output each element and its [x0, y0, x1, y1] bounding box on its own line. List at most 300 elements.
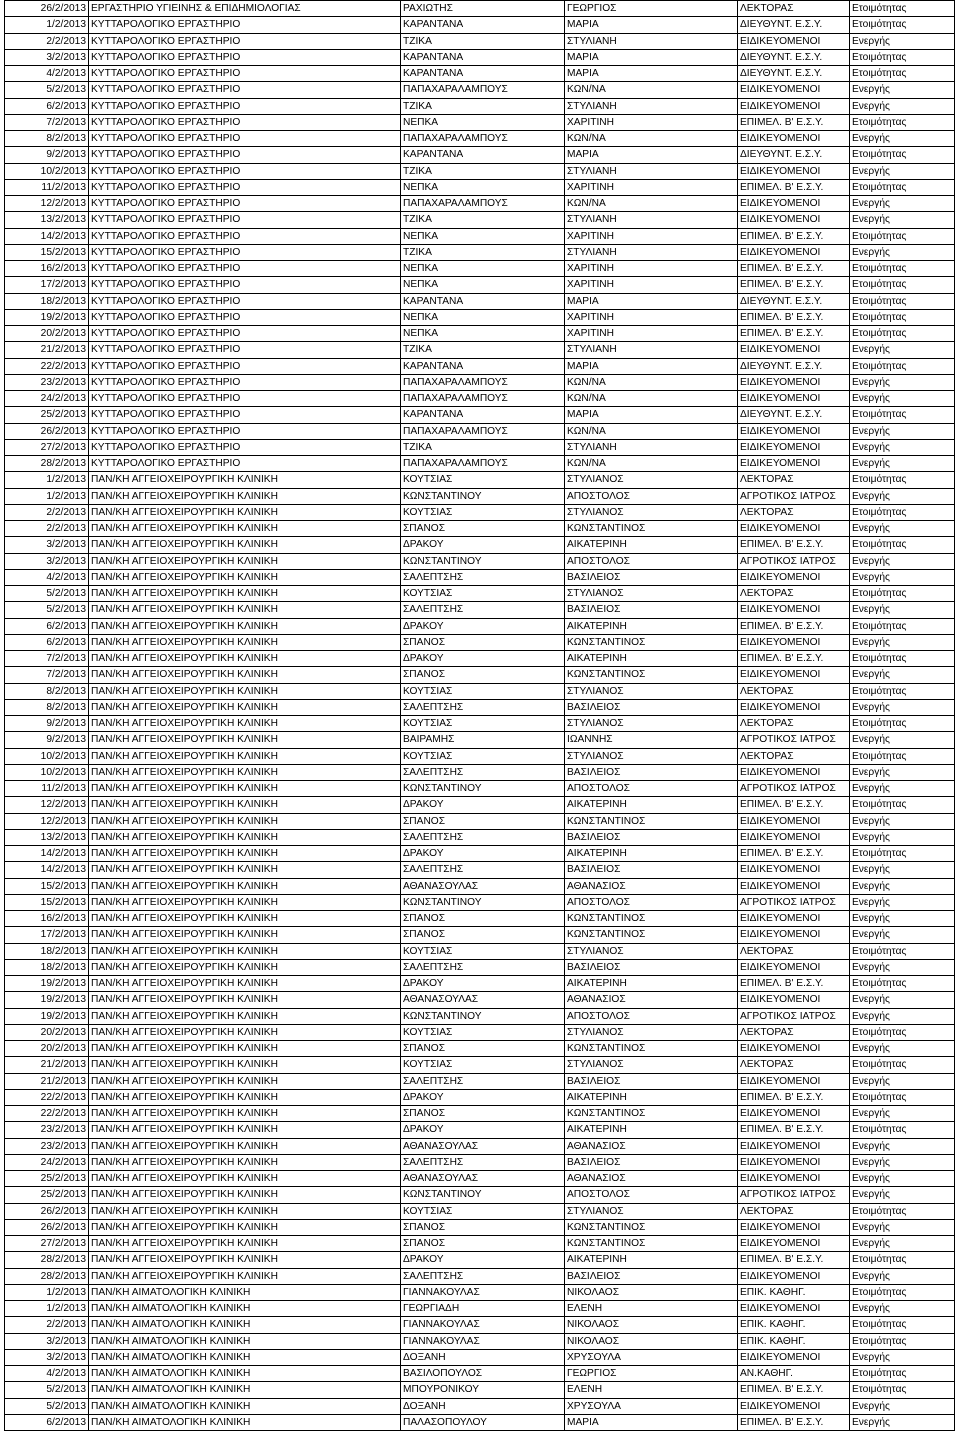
status-cell: Ενεργής [850, 456, 955, 472]
table-row [5, 781, 955, 797]
role-cell: ΕΙΔΙΚΕΥΟΜΕΝΟΙ [738, 163, 850, 179]
surname-cell: ΚΟΥΤΣΙΑΣ [401, 683, 565, 699]
department-cell: ΠΑΝ/ΚΗ ΑΓΓΕΙΟΧΕΙΡΟΥΡΓΙΚΗ ΚΛΙΝΙΚΗ [89, 537, 401, 553]
role-cell: ΕΙΔΙΚΕΥΟΜΕΝΟΙ [738, 1219, 850, 1235]
department-cell: ΠΑΝ/ΚΗ ΑΓΓΕΙΟΧΕΙΡΟΥΡΓΙΚΗ ΚΛΙΝΙΚΗ [89, 1106, 401, 1122]
table-row [5, 634, 955, 650]
first-name-cell: ΧΑΡΙΤΙΝΗ [565, 277, 738, 293]
first-name-cell: ΕΛΕΝΗ [565, 1301, 738, 1317]
table-row [5, 131, 955, 147]
date-cell: 22/2/2013 [5, 1089, 89, 1105]
department-cell: ΠΑΝ/ΚΗ ΑΙΜΑΤΟΛΟΓΙΚΗ ΚΛΙΝΙΚΗ [89, 1382, 401, 1398]
surname-cell: ΚΑΡΑΝΤΑΝΑ [401, 358, 565, 374]
date-cell: 25/2/2013 [5, 1171, 89, 1187]
surname-cell: ΤΖΙΚΑ [401, 439, 565, 455]
role-cell: ΕΠΙΜΕΛ. Β' Ε.Σ.Υ. [738, 1089, 850, 1105]
surname-cell: ΚΟΥΤΣΙΑΣ [401, 1057, 565, 1073]
role-cell: ΑΝ.ΚΑΘΗΓ. [738, 1366, 850, 1382]
surname-cell: ΑΘΑΝΑΣΟΥΛΑΣ [401, 1171, 565, 1187]
status-cell: Ενεργής [850, 732, 955, 748]
surname-cell: ΣΑΛΕΠΤΣΗΣ [401, 602, 565, 618]
role-cell: ΕΙΔΙΚΕΥΟΜΕΝΟΙ [738, 212, 850, 228]
date-cell: 8/2/2013 [5, 131, 89, 147]
status-cell: Ενεργής [850, 1301, 955, 1317]
first-name-cell: ΑΙΚΑΤΕΡΙΝΗ [565, 846, 738, 862]
date-cell: 18/2/2013 [5, 959, 89, 975]
first-name-cell: ΒΑΣΙΛΕΙΟΣ [565, 699, 738, 715]
date-cell: 25/2/2013 [5, 1187, 89, 1203]
table-row [5, 894, 955, 910]
status-cell: Ενεργής [850, 634, 955, 650]
table-row [5, 1284, 955, 1300]
table-row [5, 33, 955, 49]
role-cell: ΕΠΙΜΕΛ. Β' Ε.Σ.Υ. [738, 537, 850, 553]
date-cell: 6/2/2013 [5, 98, 89, 114]
role-cell: ΕΙΔΙΚΕΥΟΜΕΝΟΙ [738, 992, 850, 1008]
department-cell: ΚΥΤΤΑΡΟΛΟΓΙΚΟ ΕΡΓΑΣΤΗΡΙΟ [89, 17, 401, 33]
first-name-cell: ΒΑΣΙΛΕΙΟΣ [565, 829, 738, 845]
status-cell: Ετοιμότητας [850, 228, 955, 244]
role-cell: ΕΙΔΙΚΕΥΟΜΕΝΟΙ [738, 602, 850, 618]
surname-cell: ΣΑΛΕΠΤΣΗΣ [401, 862, 565, 878]
status-cell: Ενεργής [850, 131, 955, 147]
table-row [5, 1398, 955, 1414]
first-name-cell: ΜΑΡΙΑ [565, 49, 738, 65]
table-row [5, 1301, 955, 1317]
status-cell: Ενεργής [850, 1219, 955, 1235]
role-cell: ΔΙΕΥΘΥΝΤ. Ε.Σ.Υ. [738, 49, 850, 65]
status-cell: Ετοιμότητας [850, 147, 955, 163]
department-cell: ΠΑΝ/ΚΗ ΑΙΜΑΤΟΛΟΓΙΚΗ ΚΛΙΝΙΚΗ [89, 1366, 401, 1382]
date-cell: 20/2/2013 [5, 326, 89, 342]
first-name-cell: ΚΩΝ/ΝΑ [565, 196, 738, 212]
table-row [5, 1138, 955, 1154]
department-cell: ΠΑΝ/ΚΗ ΑΓΓΕΙΟΧΕΙΡΟΥΡΓΙΚΗ ΚΛΙΝΙΚΗ [89, 716, 401, 732]
department-cell: ΚΥΤΤΑΡΟΛΟΓΙΚΟ ΕΡΓΑΣΤΗΡΙΟ [89, 261, 401, 277]
date-cell: 9/2/2013 [5, 147, 89, 163]
department-cell: ΚΥΤΤΑΡΟΛΟΓΙΚΟ ΕΡΓΑΣΤΗΡΙΟ [89, 326, 401, 342]
role-cell: ΕΙΔΙΚΕΥΟΜΕΝΟΙ [738, 1236, 850, 1252]
first-name-cell: ΒΑΣΙΛΕΙΟΣ [565, 1154, 738, 1170]
date-cell: 16/2/2013 [5, 911, 89, 927]
date-cell: 18/2/2013 [5, 293, 89, 309]
first-name-cell: ΑΙΚΑΤΕΡΙΝΗ [565, 618, 738, 634]
department-cell: ΠΑΝ/ΚΗ ΑΓΓΕΙΟΧΕΙΡΟΥΡΓΙΚΗ ΚΛΙΝΙΚΗ [89, 488, 401, 504]
duty-roster-table [4, 0, 955, 1431]
role-cell: ΛΕΚΤΟΡΑΣ [738, 1203, 850, 1219]
table-row [5, 439, 955, 455]
first-name-cell: ΚΩΝΣΤΑΝΤΙΝΟΣ [565, 634, 738, 650]
table-row [5, 244, 955, 260]
date-cell: 20/2/2013 [5, 1041, 89, 1057]
role-cell: ΕΙΔΙΚΕΥΟΜΕΝΟΙ [738, 1138, 850, 1154]
table-row [5, 342, 955, 358]
table-row [5, 1349, 955, 1365]
surname-cell: ΣΠΑΝΟΣ [401, 813, 565, 829]
surname-cell: ΚΩΝΣΤΑΝΤΙΝΟΥ [401, 553, 565, 569]
role-cell: ΔΙΕΥΘΥΝΤ. Ε.Σ.Υ. [738, 147, 850, 163]
department-cell: ΠΑΝ/ΚΗ ΑΓΓΕΙΟΧΕΙΡΟΥΡΓΙΚΗ ΚΛΙΝΙΚΗ [89, 748, 401, 764]
role-cell: ΛΕΚΤΟΡΑΣ [738, 716, 850, 732]
role-cell: ΕΠΙΜΕΛ. Β' Ε.Σ.Υ. [738, 228, 850, 244]
role-cell: ΕΙΔΙΚΕΥΟΜΕΝΟΙ [738, 667, 850, 683]
department-cell: ΠΑΝ/ΚΗ ΑΓΓΕΙΟΧΕΙΡΟΥΡΓΙΚΗ ΚΛΙΝΙΚΗ [89, 976, 401, 992]
table-row [5, 911, 955, 927]
surname-cell: ΝΕΠΚΑ [401, 277, 565, 293]
date-cell: 10/2/2013 [5, 748, 89, 764]
date-cell: 21/2/2013 [5, 1057, 89, 1073]
status-cell: Ενεργής [850, 82, 955, 98]
date-cell: 6/2/2013 [5, 634, 89, 650]
status-cell: Ετοιμότητας [850, 326, 955, 342]
surname-cell: ΒΑΣΙΛΟΠΟΥΛΟΣ [401, 1366, 565, 1382]
first-name-cell: ΜΑΡΙΑ [565, 293, 738, 309]
first-name-cell: ΑΙΚΑΤΕΡΙΝΗ [565, 651, 738, 667]
first-name-cell: ΣΤΥΛΙΑΝΗ [565, 163, 738, 179]
status-cell: Ενεργής [850, 829, 955, 845]
status-cell: Ετοιμότητας [850, 49, 955, 65]
role-cell: ΕΠΙΜΕΛ. Β' Ε.Σ.Υ. [738, 797, 850, 813]
status-cell: Ετοιμότητας [850, 1024, 955, 1040]
department-cell: ΠΑΝ/ΚΗ ΑΓΓΕΙΟΧΕΙΡΟΥΡΓΙΚΗ ΚΛΙΝΙΚΗ [89, 521, 401, 537]
status-cell: Ετοιμότητας [850, 407, 955, 423]
department-cell: ΠΑΝ/ΚΗ ΑΓΓΕΙΟΧΕΙΡΟΥΡΓΙΚΗ ΚΛΙΝΙΚΗ [89, 927, 401, 943]
surname-cell: ΚΟΥΤΣΙΑΣ [401, 586, 565, 602]
table-row [5, 1024, 955, 1040]
table-row [5, 488, 955, 504]
status-cell: Ετοιμότητας [850, 1089, 955, 1105]
department-cell: ΚΥΤΤΑΡΟΛΟΓΙΚΟ ΕΡΓΑΣΤΗΡΙΟ [89, 147, 401, 163]
first-name-cell: ΣΤΥΛΙΑΝΟΣ [565, 716, 738, 732]
date-cell: 3/2/2013 [5, 537, 89, 553]
status-cell: Ενεργής [850, 342, 955, 358]
role-cell: ΕΠΙΜΕΛ. Β' Ε.Σ.Υ. [738, 114, 850, 130]
first-name-cell: ΝΙΚΟΛΑΟΣ [565, 1317, 738, 1333]
status-cell: Ετοιμότητας [850, 293, 955, 309]
department-cell: ΠΑΝ/ΚΗ ΑΓΓΕΙΟΧΕΙΡΟΥΡΓΙΚΗ ΚΛΙΝΙΚΗ [89, 781, 401, 797]
surname-cell: ΚΟΥΤΣΙΑΣ [401, 943, 565, 959]
table-row [5, 1236, 955, 1252]
department-cell: ΠΑΝ/ΚΗ ΑΓΓΕΙΟΧΕΙΡΟΥΡΓΙΚΗ ΚΛΙΝΙΚΗ [89, 1024, 401, 1040]
first-name-cell: ΣΤΥΛΙΑΝΗ [565, 244, 738, 260]
first-name-cell: ΧΑΡΙΤΙΝΗ [565, 309, 738, 325]
status-cell: Ετοιμότητας [850, 537, 955, 553]
surname-cell: ΤΖΙΚΑ [401, 33, 565, 49]
surname-cell: ΣΠΑΝΟΣ [401, 667, 565, 683]
date-cell: 2/2/2013 [5, 504, 89, 520]
surname-cell: ΣΑΛΕΠΤΣΗΣ [401, 959, 565, 975]
date-cell: 2/2/2013 [5, 1317, 89, 1333]
date-cell: 12/2/2013 [5, 813, 89, 829]
first-name-cell: ΑΘΑΝΑΣΙΟΣ [565, 1171, 738, 1187]
table-row [5, 504, 955, 520]
status-cell: Ενεργής [850, 1236, 955, 1252]
date-cell: 2/2/2013 [5, 33, 89, 49]
status-cell: Ενεργής [850, 1106, 955, 1122]
role-cell: ΕΙΔΙΚΕΥΟΜΕΝΟΙ [738, 82, 850, 98]
date-cell: 7/2/2013 [5, 667, 89, 683]
department-cell: ΚΥΤΤΑΡΟΛΟΓΙΚΟ ΕΡΓΑΣΤΗΡΙΟ [89, 212, 401, 228]
status-cell: Ενεργής [850, 1187, 955, 1203]
date-cell: 21/2/2013 [5, 1073, 89, 1089]
table-row [5, 569, 955, 585]
first-name-cell: ΑΙΚΑΤΕΡΙΝΗ [565, 1122, 738, 1138]
date-cell: 26/2/2013 [5, 1, 89, 17]
role-cell: ΛΕΚΤΟΡΑΣ [738, 943, 850, 959]
surname-cell: ΓΙΑΝΝΑΚΟΥΛΑΣ [401, 1284, 565, 1300]
surname-cell: ΝΕΠΚΑ [401, 326, 565, 342]
status-cell: Ενεργής [850, 374, 955, 390]
department-cell: ΚΥΤΤΑΡΟΛΟΓΙΚΟ ΕΡΓΑΣΤΗΡΙΟ [89, 114, 401, 130]
department-cell: ΚΥΤΤΑΡΟΛΟΓΙΚΟ ΕΡΓΑΣΤΗΡΙΟ [89, 293, 401, 309]
role-cell: ΕΙΔΙΚΕΥΟΜΕΝΟΙ [738, 1073, 850, 1089]
first-name-cell: ΧΡΥΣΟΥΛΑ [565, 1349, 738, 1365]
table-row [5, 326, 955, 342]
first-name-cell: ΑΙΚΑΤΕΡΙΝΗ [565, 537, 738, 553]
date-cell: 21/2/2013 [5, 342, 89, 358]
status-cell: Ετοιμότητας [850, 943, 955, 959]
table-row [5, 423, 955, 439]
role-cell: ΔΙΕΥΘΥΝΤ. Ε.Σ.Υ. [738, 293, 850, 309]
department-cell: ΠΑΝ/ΚΗ ΑΓΓΕΙΟΧΕΙΡΟΥΡΓΙΚΗ ΚΛΙΝΙΚΗ [89, 894, 401, 910]
role-cell: ΛΕΚΤΟΡΑΣ [738, 1057, 850, 1073]
role-cell: ΕΙΔΙΚΕΥΟΜΕΝΟΙ [738, 927, 850, 943]
status-cell: Ενεργής [850, 764, 955, 780]
surname-cell: ΚΩΝΣΤΑΝΤΙΝΟΥ [401, 781, 565, 797]
department-cell: ΠΑΝ/ΚΗ ΑΓΓΕΙΟΧΕΙΡΟΥΡΓΙΚΗ ΚΛΙΝΙΚΗ [89, 1154, 401, 1170]
department-cell: ΠΑΝ/ΚΗ ΑΓΓΕΙΟΧΕΙΡΟΥΡΓΙΚΗ ΚΛΙΝΙΚΗ [89, 569, 401, 585]
table-row [5, 277, 955, 293]
status-cell: Ενεργής [850, 1414, 955, 1430]
department-cell: ΚΥΤΤΑΡΟΛΟΓΙΚΟ ΕΡΓΑΣΤΗΡΙΟ [89, 277, 401, 293]
surname-cell: ΣΑΛΕΠΤΣΗΣ [401, 764, 565, 780]
department-cell: ΠΑΝ/ΚΗ ΑΙΜΑΤΟΛΟΓΙΚΗ ΚΛΙΝΙΚΗ [89, 1317, 401, 1333]
status-cell: Ετοιμότητας [850, 309, 955, 325]
surname-cell: ΤΖΙΚΑ [401, 342, 565, 358]
first-name-cell: ΑΙΚΑΤΕΡΙΝΗ [565, 797, 738, 813]
department-cell: ΠΑΝ/ΚΗ ΑΓΓΕΙΟΧΕΙΡΟΥΡΓΙΚΗ ΚΛΙΝΙΚΗ [89, 732, 401, 748]
first-name-cell: ΚΩΝ/ΝΑ [565, 131, 738, 147]
date-cell: 1/2/2013 [5, 1301, 89, 1317]
department-cell: ΠΑΝ/ΚΗ ΑΓΓΕΙΟΧΕΙΡΟΥΡΓΙΚΗ ΚΛΙΝΙΚΗ [89, 797, 401, 813]
department-cell: ΠΑΝ/ΚΗ ΑΓΓΕΙΟΧΕΙΡΟΥΡΓΙΚΗ ΚΛΙΝΙΚΗ [89, 1171, 401, 1187]
table-row [5, 261, 955, 277]
department-cell: ΠΑΝ/ΚΗ ΑΓΓΕΙΟΧΕΙΡΟΥΡΓΙΚΗ ΚΛΙΝΙΚΗ [89, 1203, 401, 1219]
surname-cell: ΚΟΥΤΣΙΑΣ [401, 472, 565, 488]
role-cell: ΑΓΡΟΤΙΚΟΣ ΙΑΤΡΟΣ [738, 1187, 850, 1203]
status-cell: Ετοιμότητας [850, 976, 955, 992]
first-name-cell: ΒΑΣΙΛΕΙΟΣ [565, 1073, 738, 1089]
first-name-cell: ΑΙΚΑΤΕΡΙΝΗ [565, 1089, 738, 1105]
department-cell: ΚΥΤΤΑΡΟΛΟΓΙΚΟ ΕΡΓΑΣΤΗΡΙΟ [89, 66, 401, 82]
first-name-cell: ΧΑΡΙΤΙΝΗ [565, 114, 738, 130]
date-cell: 28/2/2013 [5, 456, 89, 472]
role-cell: ΕΙΔΙΚΕΥΟΜΕΝΟΙ [738, 911, 850, 927]
status-cell: Ενεργής [850, 391, 955, 407]
status-cell: Ετοιμότητας [850, 797, 955, 813]
surname-cell: ΡΑΧΙΩΤΗΣ [401, 1, 565, 17]
table-row [5, 391, 955, 407]
date-cell: 2/2/2013 [5, 521, 89, 537]
department-cell: ΠΑΝ/ΚΗ ΑΓΓΕΙΟΧΕΙΡΟΥΡΓΙΚΗ ΚΛΙΝΙΚΗ [89, 667, 401, 683]
status-cell: Ενεργής [850, 959, 955, 975]
date-cell: 22/2/2013 [5, 1106, 89, 1122]
table-row [5, 66, 955, 82]
first-name-cell: ΑΠΟΣΤΟΛΟΣ [565, 1008, 738, 1024]
role-cell: ΕΠΙΜΕΛ. Β' Ε.Σ.Υ. [738, 618, 850, 634]
date-cell: 19/2/2013 [5, 976, 89, 992]
surname-cell: ΝΕΠΚΑ [401, 309, 565, 325]
surname-cell: ΝΕΠΚΑ [401, 179, 565, 195]
date-cell: 24/2/2013 [5, 1154, 89, 1170]
table-row [5, 927, 955, 943]
date-cell: 22/2/2013 [5, 358, 89, 374]
department-cell: ΠΑΝ/ΚΗ ΑΓΓΕΙΟΧΕΙΡΟΥΡΓΙΚΗ ΚΛΙΝΙΚΗ [89, 1187, 401, 1203]
status-cell: Ετοιμότητας [850, 1284, 955, 1300]
first-name-cell: ΑΘΑΝΑΣΙΟΣ [565, 992, 738, 1008]
department-cell: ΚΥΤΤΑΡΟΛΟΓΙΚΟ ΕΡΓΑΣΤΗΡΙΟ [89, 439, 401, 455]
table-row [5, 1008, 955, 1024]
table-row [5, 228, 955, 244]
surname-cell: ΣΠΑΝΟΣ [401, 927, 565, 943]
first-name-cell: ΑΠΟΣΤΟΛΟΣ [565, 894, 738, 910]
department-cell: ΠΑΝ/ΚΗ ΑΓΓΕΙΟΧΕΙΡΟΥΡΓΙΚΗ ΚΛΙΝΙΚΗ [89, 1057, 401, 1073]
role-cell: ΑΓΡΟΤΙΚΟΣ ΙΑΤΡΟΣ [738, 553, 850, 569]
status-cell: Ενεργής [850, 1154, 955, 1170]
status-cell: Ενεργής [850, 1138, 955, 1154]
surname-cell: ΣΑΛΕΠΤΣΗΣ [401, 829, 565, 845]
role-cell: ΕΙΔΙΚΕΥΟΜΕΝΟΙ [738, 1268, 850, 1284]
first-name-cell: ΣΤΥΛΙΑΝΟΣ [565, 683, 738, 699]
first-name-cell: ΒΑΣΙΛΕΙΟΣ [565, 764, 738, 780]
first-name-cell: ΑΠΟΣΤΟΛΟΣ [565, 553, 738, 569]
role-cell: ΔΙΕΥΘΥΝΤ. Ε.Σ.Υ. [738, 66, 850, 82]
first-name-cell: ΚΩΝΣΤΑΝΤΙΝΟΣ [565, 927, 738, 943]
status-cell: Ετοιμότητας [850, 358, 955, 374]
first-name-cell: ΣΤΥΛΙΑΝΗ [565, 439, 738, 455]
first-name-cell: ΣΤΥΛΙΑΝΟΣ [565, 943, 738, 959]
department-cell: ΚΥΤΤΑΡΟΛΟΓΙΚΟ ΕΡΓΑΣΤΗΡΙΟ [89, 82, 401, 98]
role-cell: ΕΠΙΜΕΛ. Β' Ε.Σ.Υ. [738, 1122, 850, 1138]
department-cell: ΠΑΝ/ΚΗ ΑΓΓΕΙΟΧΕΙΡΟΥΡΓΙΚΗ ΚΛΙΝΙΚΗ [89, 634, 401, 650]
surname-cell: ΚΑΡΑΝΤΑΝΑ [401, 293, 565, 309]
role-cell: ΑΓΡΟΤΙΚΟΣ ΙΑΤΡΟΣ [738, 1008, 850, 1024]
department-cell: ΠΑΝ/ΚΗ ΑΓΓΕΙΟΧΕΙΡΟΥΡΓΙΚΗ ΚΛΙΝΙΚΗ [89, 699, 401, 715]
role-cell: ΕΙΔΙΚΕΥΟΜΕΝΟΙ [738, 391, 850, 407]
role-cell: ΕΙΔΙΚΕΥΟΜΕΝΟΙ [738, 33, 850, 49]
date-cell: 15/2/2013 [5, 894, 89, 910]
table-row [5, 49, 955, 65]
table-row [5, 82, 955, 98]
department-cell: ΠΑΝ/ΚΗ ΑΓΓΕΙΟΧΕΙΡΟΥΡΓΙΚΗ ΚΛΙΝΙΚΗ [89, 878, 401, 894]
surname-cell: ΣΠΑΝΟΣ [401, 1106, 565, 1122]
role-cell: ΕΠΙΚ. ΚΑΘΗΓ. [738, 1333, 850, 1349]
surname-cell: ΠΑΠΑΧΑΡΑΛΑΜΠΟΥΣ [401, 391, 565, 407]
department-cell: ΚΥΤΤΑΡΟΛΟΓΙΚΟ ΕΡΓΑΣΤΗΡΙΟ [89, 374, 401, 390]
surname-cell: ΝΕΠΚΑ [401, 114, 565, 130]
first-name-cell: ΑΠΟΣΤΟΛΟΣ [565, 488, 738, 504]
date-cell: 3/2/2013 [5, 1333, 89, 1349]
first-name-cell: ΧΑΡΙΤΙΝΗ [565, 228, 738, 244]
surname-cell: ΠΑΠΑΧΑΡΑΛΑΜΠΟΥΣ [401, 196, 565, 212]
department-cell: ΠΑΝ/ΚΗ ΑΓΓΕΙΟΧΕΙΡΟΥΡΓΙΚΗ ΚΛΙΝΙΚΗ [89, 846, 401, 862]
date-cell: 5/2/2013 [5, 1382, 89, 1398]
surname-cell: ΣΠΑΝΟΣ [401, 1041, 565, 1057]
status-cell: Ενεργής [850, 911, 955, 927]
department-cell: ΚΥΤΤΑΡΟΛΟΓΙΚΟ ΕΡΓΑΣΤΗΡΙΟ [89, 358, 401, 374]
role-cell: ΛΕΚΤΟΡΑΣ [738, 472, 850, 488]
role-cell: ΛΕΚΤΟΡΑΣ [738, 586, 850, 602]
table-row [5, 1219, 955, 1235]
role-cell: ΕΙΔΙΚΕΥΟΜΕΝΟΙ [738, 1301, 850, 1317]
date-cell: 5/2/2013 [5, 602, 89, 618]
department-cell: ΠΑΝ/ΚΗ ΑΓΓΕΙΟΧΕΙΡΟΥΡΓΙΚΗ ΚΛΙΝΙΚΗ [89, 943, 401, 959]
role-cell: ΕΙΔΙΚΕΥΟΜΕΝΟΙ [738, 1041, 850, 1057]
department-cell: ΠΑΝ/ΚΗ ΑΓΓΕΙΟΧΕΙΡΟΥΡΓΙΚΗ ΚΛΙΝΙΚΗ [89, 1252, 401, 1268]
department-cell: ΠΑΝ/ΚΗ ΑΓΓΕΙΟΧΕΙΡΟΥΡΓΙΚΗ ΚΛΙΝΙΚΗ [89, 651, 401, 667]
department-cell: ΠΑΝ/ΚΗ ΑΓΓΕΙΟΧΕΙΡΟΥΡΓΙΚΗ ΚΛΙΝΙΚΗ [89, 1219, 401, 1235]
date-cell: 12/2/2013 [5, 797, 89, 813]
status-cell: Ενεργής [850, 1041, 955, 1057]
department-cell: ΚΥΤΤΑΡΟΛΟΓΙΚΟ ΕΡΓΑΣΤΗΡΙΟ [89, 131, 401, 147]
surname-cell: ΚΟΥΤΣΙΑΣ [401, 1024, 565, 1040]
surname-cell: ΣΠΑΝΟΣ [401, 1236, 565, 1252]
date-cell: 24/2/2013 [5, 391, 89, 407]
surname-cell: ΚΩΝΣΤΑΝΤΙΝΟΥ [401, 1008, 565, 1024]
first-name-cell: ΒΑΣΙΛΕΙΟΣ [565, 602, 738, 618]
role-cell: ΕΙΔΙΚΕΥΟΜΕΝΟΙ [738, 699, 850, 715]
surname-cell: ΣΠΑΝΟΣ [401, 634, 565, 650]
table-row [5, 1414, 955, 1430]
first-name-cell: ΑΠΟΣΤΟΛΟΣ [565, 781, 738, 797]
date-cell: 28/2/2013 [5, 1252, 89, 1268]
table-row [5, 17, 955, 33]
role-cell: ΑΓΡΟΤΙΚΟΣ ΙΑΤΡΟΣ [738, 781, 850, 797]
surname-cell: ΚΟΥΤΣΙΑΣ [401, 716, 565, 732]
department-cell: ΚΥΤΤΑΡΟΛΟΓΙΚΟ ΕΡΓΑΣΤΗΡΙΟ [89, 244, 401, 260]
status-cell: Ενεργής [850, 813, 955, 829]
table-row [5, 147, 955, 163]
surname-cell: ΔΡΑΚΟΥ [401, 618, 565, 634]
date-cell: 1/2/2013 [5, 17, 89, 33]
date-cell: 3/2/2013 [5, 1349, 89, 1365]
status-cell: Ενεργής [850, 1268, 955, 1284]
surname-cell: ΓΕΩΡΓΙΑΔΗ [401, 1301, 565, 1317]
role-cell: ΑΓΡΟΤΙΚΟΣ ΙΑΤΡΟΣ [738, 894, 850, 910]
date-cell: 1/2/2013 [5, 1284, 89, 1300]
department-cell: ΠΑΝ/ΚΗ ΑΙΜΑΤΟΛΟΓΙΚΗ ΚΛΙΝΙΚΗ [89, 1349, 401, 1365]
status-cell: Ενεργής [850, 196, 955, 212]
status-cell: Ετοιμότητας [850, 1317, 955, 1333]
department-cell: ΚΥΤΤΑΡΟΛΟΓΙΚΟ ΕΡΓΑΣΤΗΡΙΟ [89, 98, 401, 114]
department-cell: ΚΥΤΤΑΡΟΛΟΓΙΚΟ ΕΡΓΑΣΤΗΡΙΟ [89, 391, 401, 407]
role-cell: ΕΠΙΜΕΛ. Β' Ε.Σ.Υ. [738, 1414, 850, 1430]
first-name-cell: ΒΑΣΙΛΕΙΟΣ [565, 569, 738, 585]
role-cell: ΔΙΕΥΘΥΝΤ. Ε.Σ.Υ. [738, 358, 850, 374]
status-cell: Ετοιμότητας [850, 277, 955, 293]
table-row [5, 358, 955, 374]
role-cell: ΕΠΙΜΕΛ. Β' Ε.Σ.Υ. [738, 846, 850, 862]
table-row [5, 521, 955, 537]
table-row [5, 1041, 955, 1057]
department-cell: ΠΑΝ/ΚΗ ΑΓΓΕΙΟΧΕΙΡΟΥΡΓΙΚΗ ΚΛΙΝΙΚΗ [89, 618, 401, 634]
surname-cell: ΠΑΠΑΧΑΡΑΛΑΜΠΟΥΣ [401, 131, 565, 147]
date-cell: 19/2/2013 [5, 992, 89, 1008]
first-name-cell: ΚΩΝ/ΝΑ [565, 391, 738, 407]
surname-cell: ΣΑΛΕΠΤΣΗΣ [401, 1154, 565, 1170]
table-row [5, 407, 955, 423]
department-cell: ΠΑΝ/ΚΗ ΑΙΜΑΤΟΛΟΓΙΚΗ ΚΛΙΝΙΚΗ [89, 1284, 401, 1300]
